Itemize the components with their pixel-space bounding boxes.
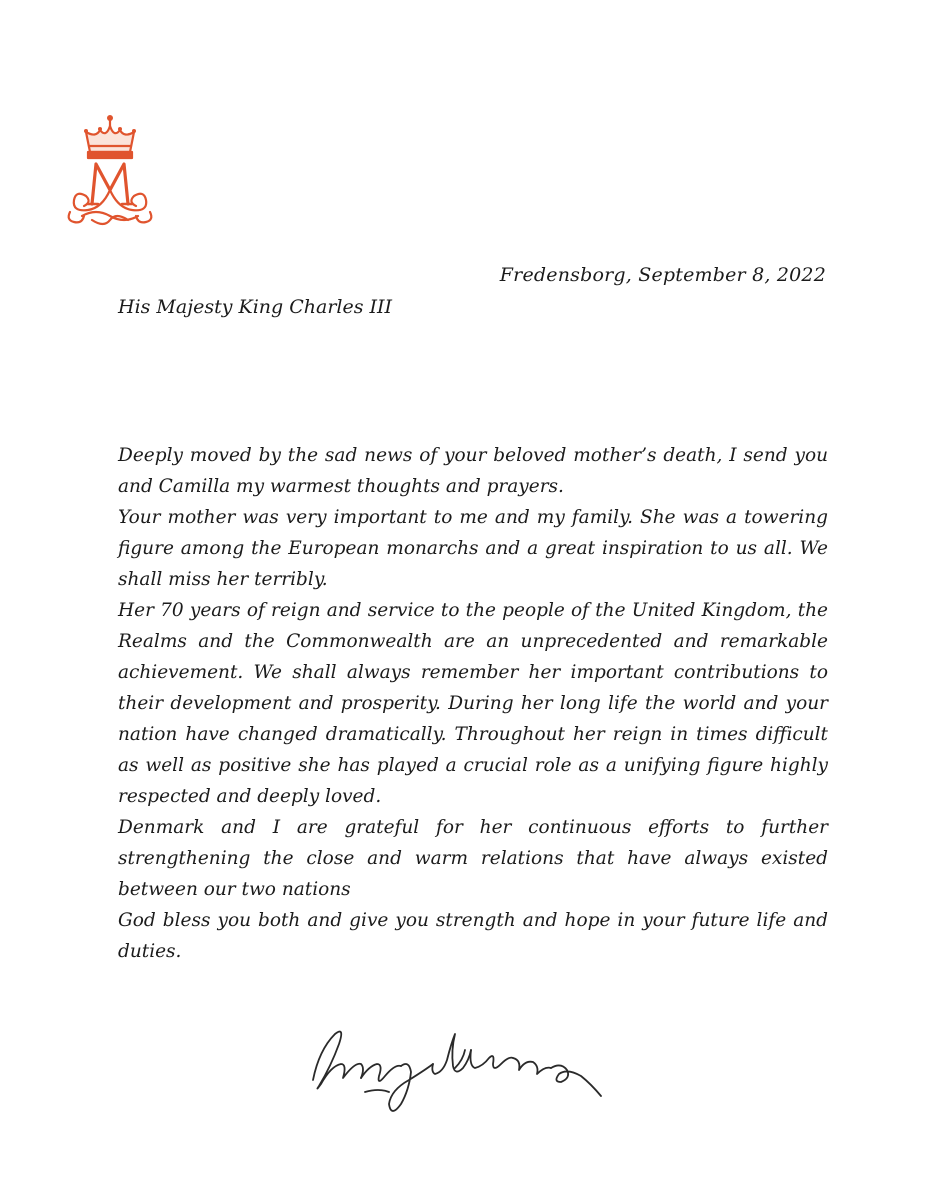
royal-monogram-icon <box>62 112 158 230</box>
recipient-line: His Majesty King Charles III <box>118 296 393 318</box>
letter-body <box>118 440 828 967</box>
paragraph-reign: Her 70 years of reign and service to the people of the United Kingdom, the Realms and the Commonwealth are an unprecedented and remarkable achievement. We shall always remember her important contributions to their development and prosperity. During her long life the world and your nation have changed dramatically. Throughout her reign in times difficult as well as positive she has played a crucial role as a unifying figure highly respected and deeply loved. <box>118 600 828 807</box>
paragraph-blessing: God bless you both and give you strength and hope in your future life and duties. <box>118 910 828 962</box>
place-date-line: Fredensborg, September 8, 2022 <box>499 264 826 286</box>
paragraph-gratitude: Denmark and I are grateful for her continuous efforts to further strengthening the close and warm relations that have always existed between our two nations <box>118 817 828 900</box>
paragraph-importance: Your mother was very important to me and my family. She was a towering figure among the European monarchs and a great inspiration to us all. We shall miss her terribly. <box>118 507 828 590</box>
handwritten-signature <box>305 1020 615 1120</box>
paragraph-condolence: Deeply moved by the sad news of your beloved mother’s death, I send you and Camilla my warmest thoughts and prayers. <box>118 445 828 497</box>
